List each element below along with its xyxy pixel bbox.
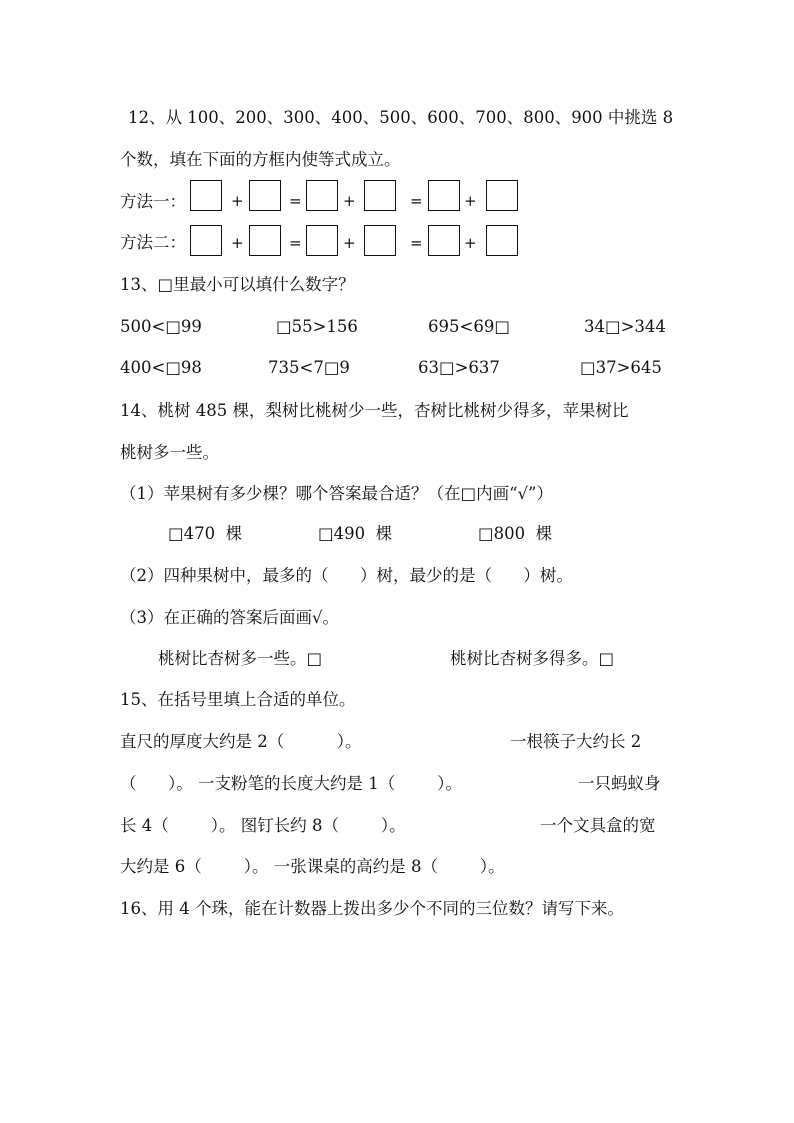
answer-box-m1-4[interactable] [364, 180, 396, 211]
answer-box-m1-1[interactable] [190, 180, 222, 211]
plus-sign: + [231, 192, 244, 210]
answer-box-m2-2[interactable] [249, 225, 281, 256]
equals-sign: = [410, 234, 423, 252]
q15-line3b: 一个文具盒的宽 [540, 816, 656, 835]
plus-sign: + [343, 234, 356, 252]
q14-line1: 14、桃树 485 棵，梨树比桃树少一些，杏树比桃树少得多，苹果树比 [120, 401, 629, 420]
answer-box-m2-4[interactable] [364, 225, 396, 256]
q15-title: 15、在括号里填上合适的单位。 [120, 690, 356, 709]
q15-line1a: 直尺的厚度大约是 2（ ）。 [120, 732, 362, 751]
q14-option[interactable]: □470 棵 [168, 524, 243, 543]
q13-item: 695<69□ [428, 317, 510, 336]
plus-sign: + [343, 192, 356, 210]
plus-sign: + [231, 234, 244, 252]
answer-box-m1-6[interactable] [486, 180, 518, 211]
plus-sign: + [464, 192, 477, 210]
q13-item: □37>645 [580, 358, 662, 377]
q12-line2: 个数，填在下面的方框内使等式成立。 [120, 150, 401, 169]
q13-item: 735<7□9 [268, 358, 350, 377]
q13-item: □55>156 [276, 317, 358, 336]
method1-label: 方法一： [120, 192, 186, 211]
answer-box-m2-3[interactable] [306, 225, 338, 256]
plus-sign: + [464, 234, 477, 252]
q14-sub3: （3）在正确的答案后面画√。 [120, 608, 340, 627]
answer-box-m1-5[interactable] [428, 180, 460, 211]
method2-label: 方法二： [120, 233, 186, 252]
answer-box-m1-3[interactable] [306, 180, 338, 211]
equals-sign: = [289, 192, 302, 210]
q15-line2a: （ ）。 一支粉笔的长度大约是 1（ ）。 [120, 774, 462, 793]
answer-box-m1-2[interactable] [249, 180, 281, 211]
equals-sign: = [289, 234, 302, 252]
q12-line1: 12、从 100、200、300、400、500、600、700、800、900 中挑选 8 [128, 108, 674, 127]
equals-sign: = [410, 192, 423, 210]
q15-line2b: 一只蚂蚁身 [578, 774, 661, 793]
q16-title: 16、用 4 个珠，能在计数器上拨出多少个不同的三位数？请写下来。 [120, 899, 624, 918]
q14-choice[interactable]: 桃树比杏树多得多。□ [450, 649, 615, 668]
q14-option[interactable]: □490 棵 [318, 524, 393, 543]
q14-choice[interactable]: 桃树比杏树多一些。□ [158, 649, 323, 668]
q14-line2: 桃树多一些。 [120, 443, 219, 462]
q13-item: 500<□99 [120, 317, 202, 336]
q14-sub2: （2）四种果树中，最多的（ ）树，最少的是（ ）树。 [120, 566, 573, 585]
q13-item: 63□>637 [418, 358, 500, 377]
q15-line4: 大约是 6（ ）。 一张课桌的高约是 8（ ）。 [120, 857, 505, 876]
answer-box-m2-5[interactable] [428, 225, 460, 256]
q15-line3a: 长 4（ ）。 图钉长约 8（ ）。 [120, 816, 406, 835]
q14-sub1: （1）苹果树有多少棵？哪个答案最合适？（在□内画“√”） [120, 484, 553, 503]
q13-item: 34□>344 [584, 317, 666, 336]
q13-title: 13、□里最小可以填什么数字？ [120, 275, 355, 294]
q13-item: 400<□98 [120, 358, 202, 377]
q15-line1b: 一根筷子大约长 2 [510, 732, 642, 751]
answer-box-m2-1[interactable] [190, 225, 222, 256]
q14-option[interactable]: □800 棵 [478, 524, 553, 543]
answer-box-m2-6[interactable] [486, 225, 518, 256]
